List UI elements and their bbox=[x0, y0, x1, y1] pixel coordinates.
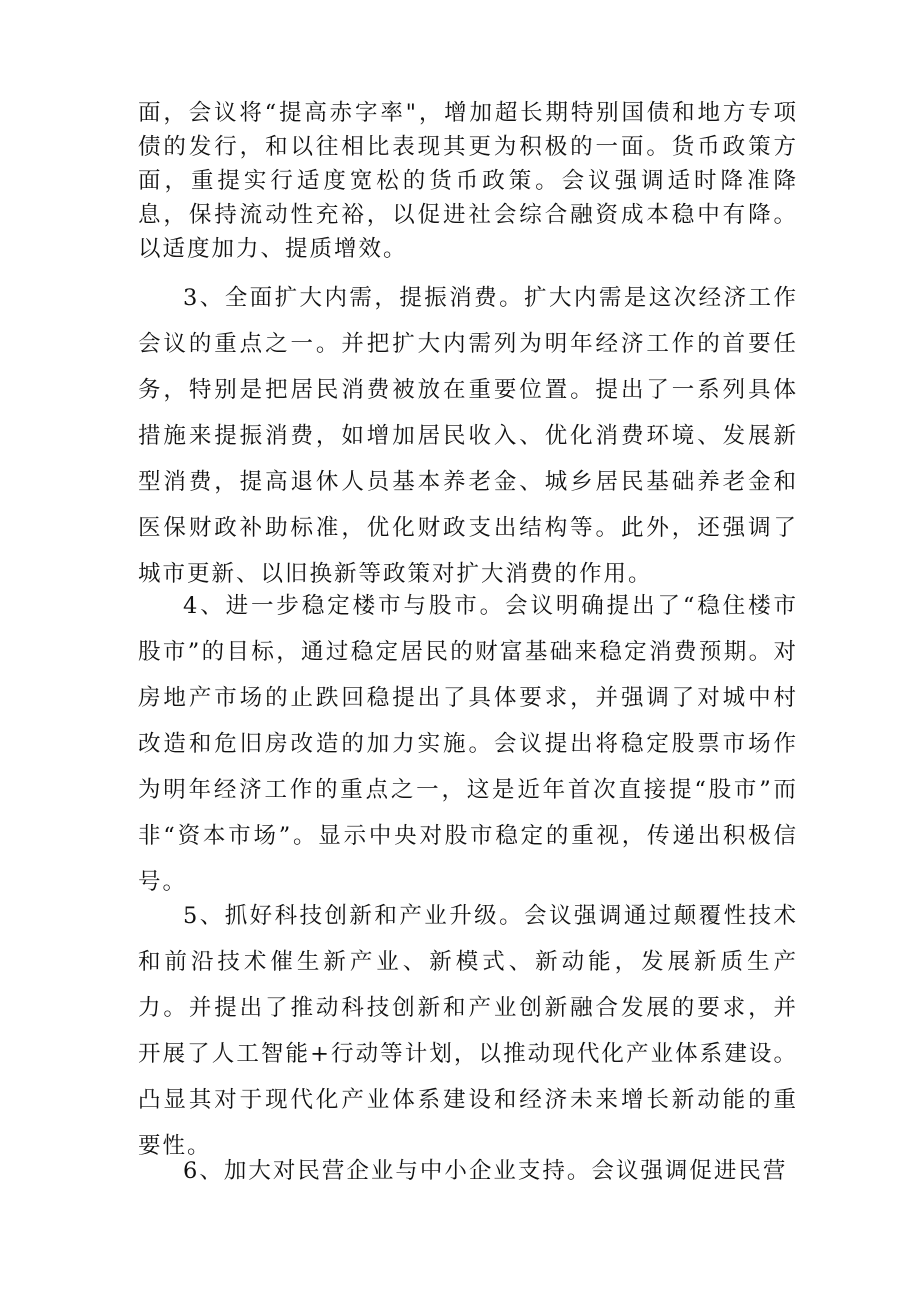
paragraph-tech-innovation: 5、抓好科技创新和产业升级。会议强调通过颠覆性技术和前沿技术催生新产业、新模式、新动能，发展新质生产力。并提出了推动科技创新和产业创新融合发展的要求，并开展了人工智能+行动等计划，以推动现代化产业体系建设。凸显其对于现代化产业体系建设和经济未来增长新动能的重要性。 bbox=[138, 903, 798, 1159]
paragraph-private-enterprise: 6、加大对民营企业与中小企业支持。会议强调促进民营 bbox=[183, 1158, 788, 1184]
paragraph-fiscal-monetary-policy: 面，会议将“提高赤字率"，增加超长期特别国债和地方专项债的发行，和以往相比表现其更为积极的一面。货币政策方面，重提实行适度宽松的货币政策。会议强调适时降准降息，保持流动性充裕，以促进社会综合融资成本稳中有降。以适度加力、提质增效。 bbox=[138, 100, 798, 262]
paragraph-property-stock-market: 4、进一步稳定楼市与股市。会议明确提出了“稳住楼市股市”的目标，通过稳定居民的财富基础来稳定消费预期。对房地产市场的止跌回稳提出了具体要求，并强调了对城中村改造和危旧房改造的加力实施。会议提出将稳定股票市场作为明年经济工作的重点之一，这是近年首次直接提“股市”而非“资本市场”。显示中央对股市稳定的重视，传递出积极信号。 bbox=[138, 593, 798, 895]
paragraph-domestic-demand: 3、全面扩大内需，提振消费。扩大内需是这次经济工作会议的重点之一。并把扩大内需列为明年经济工作的首要任务，特别是把居民消费被放在重要位置。提出了一系列具体措施来提振消费，如增加居民收入、优化消费环境、发展新型消费，提高退休人员基本养老金、城乡居民基础养老金和医保财政补助标准，优化财政支出结构等。此外，还强调了城市更新、以旧换新等政策对扩大消费的作用。 bbox=[138, 285, 798, 587]
